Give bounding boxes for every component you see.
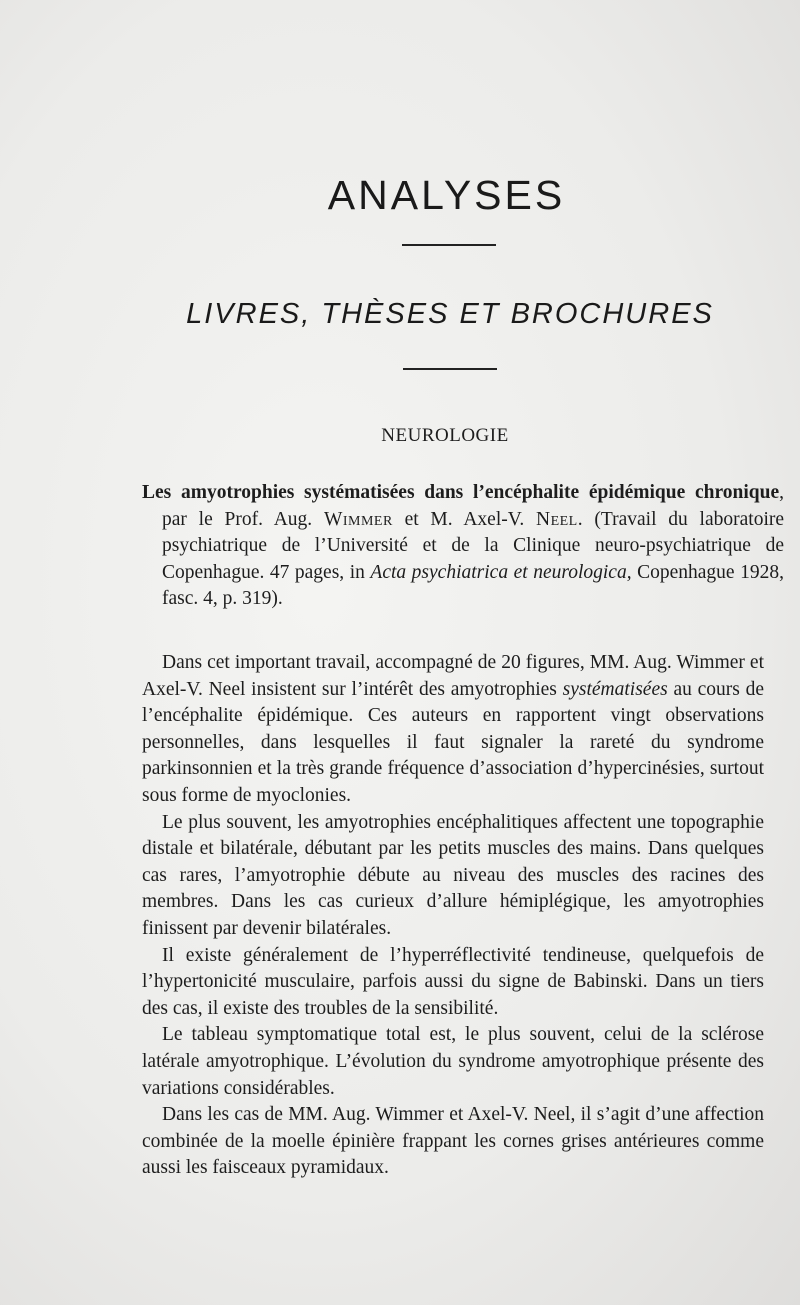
paragraph-4: Le tableau symptomatique total est, le plus souvent, celui de la sclérose latérale amyotrophique. L’évolution du syndrome amyotrophique présente des variations considérables.: [142, 1024, 764, 1099]
entry-author-2: Neel: [535, 508, 578, 530]
entry-journal: Acta psychiatrica et neurologica,: [370, 561, 632, 583]
entry-title: Les amyotrophies systématisées dans l’encéphalite épidémique chronique: [142, 482, 780, 503]
entry-author-1: Wimmer: [323, 508, 393, 530]
title-divider: [402, 244, 496, 246]
subtitle-divider: [403, 368, 497, 370]
section-heading: NEUROLOGIE: [381, 425, 509, 446]
paragraph-1-emphasis: systématisées: [562, 678, 668, 700]
page-subtitle: LIVRES, THÈSES ET BROCHURES: [186, 298, 714, 330]
page-title: ANALYSES: [327, 172, 566, 218]
bibliographic-entry: [142, 480, 784, 613]
paragraph-2: Le plus souvent, les amyotrophies encéphalitiques affectent une topographie distale et bilatérale, débutant par les petits muscles des mains. Dans quelques cas rares, l’amyotrophie débute au niveau des muscles des racines des membres. Dans les cas curieux d’allure hémiplégique, les amyotrophies finissent par devenir bilatérales.: [142, 811, 764, 939]
paragraph-3: Il existe généralement de l’hyperréflectivité tendineuse, quelquefois de l’hypertonicité musculaire, parfois aussi du signe de Babinski. Dans un tiers des cas, il existe des troubles de la sensibilité.: [142, 944, 764, 1019]
entry-reference-1: . (Travail du laboratoire psychiatrique de l’Université et de la Clinique neuro-psychiatrique de Copenhague. 47 pages, in: [162, 508, 785, 583]
paragraph-1-text-b: au cours de l’encéphalite épidémique. Ces auteurs en rapportent vingt observations personnelles, dans lesquelles il faut signaler la rareté du syndrome parkinsonnien et la très grande fréquence d’association d’hypercinésies, surtout sous forme de myoclonies.: [142, 678, 765, 806]
entry-reference-2: Copenhague 1928, fasc. 4, p. 319).: [162, 561, 784, 609]
paragraph-1-text-a: Dans cet important travail, accompagné de 20 figures, MM. Aug. Wimmer et Axel-V. Neel insistent sur l’intérêt des amyotrophies: [142, 652, 764, 700]
entry-by: , par le Prof. Aug.: [162, 482, 784, 530]
review-body: [142, 650, 764, 1182]
paragraph-1: [142, 650, 764, 810]
paragraph-5: Dans les cas de MM. Aug. Wimmer et Axel-V. Neel, il s’agit d’une affection combinée de la moelle épinière frappant les cornes grises antérieures comme aussi les faisceaux pyramidaux.: [142, 1104, 764, 1179]
entry-and: et M. Axel-V.: [404, 508, 525, 530]
